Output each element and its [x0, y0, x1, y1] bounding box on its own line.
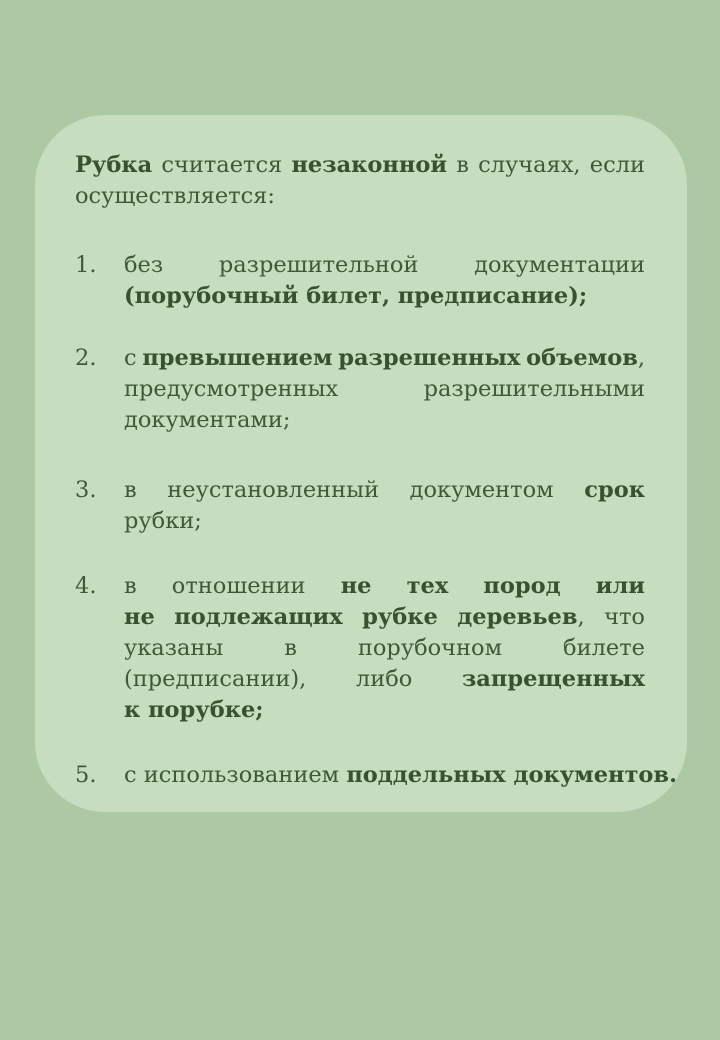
word: разрешенных: [338, 345, 521, 371]
list-item-line: [124, 250, 645, 281]
word: разрешительными: [423, 376, 645, 402]
list-item-line: с использованием поддельных документов.: [124, 762, 677, 788]
word: билете: [563, 635, 645, 661]
word: рубке: [362, 604, 438, 630]
word: тех: [406, 573, 449, 599]
list-item-line: [124, 374, 645, 405]
word: пород: [483, 573, 561, 599]
intro-word: Рубка: [75, 152, 153, 178]
word: срок: [584, 477, 645, 503]
list-item-line: рубки;: [124, 508, 202, 534]
word: документации: [474, 252, 645, 278]
word: или: [595, 573, 645, 599]
list-item-line: документами;: [124, 407, 291, 433]
list-item-number: 4.: [75, 573, 97, 599]
document-text: [75, 150, 677, 791]
word: указаны: [124, 635, 224, 661]
word: не: [124, 604, 155, 630]
word: документом: [409, 477, 554, 503]
list-item: [75, 343, 645, 436]
list-item: [75, 571, 645, 726]
word: в: [284, 635, 297, 661]
word: превышением: [142, 345, 333, 371]
word: деревьев,: [457, 604, 585, 630]
list-item: [75, 475, 645, 537]
word: в: [124, 573, 137, 599]
intro-word: в: [456, 152, 469, 178]
intro-word: случаях,: [478, 152, 581, 178]
intro-line-2: осуществляется:: [75, 183, 275, 209]
list-item: [75, 250, 645, 312]
word: не: [340, 573, 372, 599]
word: в: [124, 477, 137, 503]
word: подлежащих: [174, 604, 343, 630]
list-item-line: [124, 343, 645, 374]
intro-word: незаконной: [291, 152, 448, 178]
intro-paragraph: [75, 150, 645, 212]
word: запрещенных: [461, 666, 645, 692]
intro-word: считается: [161, 152, 283, 178]
word: что: [604, 604, 645, 630]
list-item-line: [124, 475, 645, 506]
word: неустановленный: [167, 477, 380, 503]
list-item-line: к порубке;: [124, 697, 264, 723]
word: отношении: [171, 573, 306, 599]
word: либо: [355, 666, 413, 692]
list-item-line: (порубочный билет, предписание);: [124, 283, 588, 309]
word: с: [124, 345, 137, 371]
word: предусмотренных: [124, 376, 339, 402]
intro-line-1: [75, 150, 645, 181]
list-item-line: [124, 664, 645, 695]
word: (предписании),: [124, 666, 307, 692]
list-item-number: 1.: [75, 252, 97, 278]
list-item: [75, 760, 677, 791]
list-item-line: [124, 571, 645, 602]
list-item-number: 5.: [75, 762, 97, 788]
intro-word: если: [589, 152, 645, 178]
word: разрешительной: [218, 252, 419, 278]
word: порубочном: [357, 635, 503, 661]
list-item-line: [124, 602, 645, 633]
list-item-number: 2.: [75, 345, 97, 371]
word: без: [124, 252, 164, 278]
word: объемов,: [526, 345, 645, 371]
list-item-line: [124, 633, 645, 664]
list-item-number: 3.: [75, 477, 97, 503]
